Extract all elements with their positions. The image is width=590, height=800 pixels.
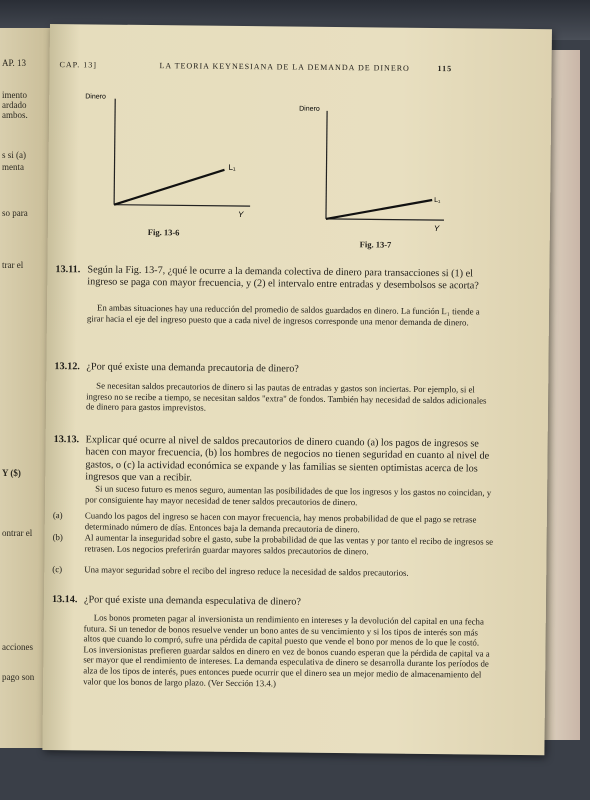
left-line: ambos. <box>2 110 28 120</box>
left-line: ontrar el <box>2 528 33 538</box>
problem-number: 13.13. <box>53 434 80 446</box>
curve-l1 <box>326 199 432 220</box>
left-line: s si (a) <box>2 150 26 160</box>
left-line: ardado <box>2 100 27 110</box>
left-line: imento <box>2 90 27 100</box>
x-axis <box>326 219 444 220</box>
figure-caption: Fig. 13-7 <box>359 239 392 250</box>
page-number: 115 <box>437 64 453 74</box>
problem-number: 13.12. <box>54 361 80 373</box>
left-line: pago son <box>2 672 35 682</box>
problem-answer: En ambas situaciones hay una reducción del promedio de saldos guardados en dinero. La función L₁ tiende a girar hacia el eje del ingreso puesto que a cada nivel de ingresos corresponde una menor demanda de dinero. <box>86 302 480 327</box>
figure-caption: Fig. 13-6 <box>147 227 180 238</box>
curve-label: L₁ <box>434 197 441 205</box>
problem-answer: Se necesitan saldos precautorios de dinero si las pautas de entradas y gastos son inciertas. Por ejemplo, si el ingreso no se recibe a tiempo, se necesitan saldos "extra" de fondos. También hay necesidad de saldos adicionales de dinero para gastos imprevistos. <box>85 380 487 413</box>
item-label: (b) <box>52 532 63 543</box>
figure-13-7 <box>294 103 456 255</box>
x-axis <box>114 205 250 206</box>
item-text: Una mayor seguridad sobre el recibo del ingreso reduce la necesidad de saldos precautorios. <box>84 564 409 578</box>
left-line: Y ($) <box>2 468 21 478</box>
left-line: AP. 13 <box>2 58 27 68</box>
problem-answer: Los bonos prometen pagar al inversionista un rendimiento en intereses y la devolución del capital en una fecha futura. Si un tenedor de bonos resuelve vender un bono antes de su vencimiento y si los tipos de interés son más altos que cuando lo compró, sufre una pérdida de capital puesto que vende el bono por menos de lo que le costó. Los inversionistas prefieren guardar saldos en dinero en vez de bonos cuando esperan que la pérdida de capital va a ser mayor que el rendimiento de intereses. La demanda especulativa de dinero se desarrolla durante los períodos de alza de los tipos de interés, pues entonces puede ocurrir que el dinero sea un mejor medio de almacenamiento del valor que los bonos de largo plazo. (Ver Sección 13.4.) <box>83 612 490 688</box>
x-axis-label: Y <box>433 224 440 234</box>
problem-question: Explicar qué ocurre al nivel de saldos precautorios de dinero cuando (a) los pagos de ingresos se hacen con mayor frecuencia, (b) los hombres de negocios no tienen seguridad en cuanto al nivel de gastos, o (c) la actividad económica se expande y las familias se sienten optimistas acerca de los ingresos que van a recibir. <box>85 434 490 484</box>
y-axis-label: Dinero <box>299 105 320 113</box>
item-label: (c) <box>52 564 63 575</box>
y-axis-label: Dinero <box>85 93 106 101</box>
problem-question: ¿Por qué existe una demanda especulativa de dinero? <box>83 594 301 608</box>
left-line: trar el <box>2 260 24 270</box>
running-title: LA TEORIA KEYNESIANA DE LA DEMANDA DE DINERO <box>159 61 410 73</box>
left-line: acciones <box>2 642 33 652</box>
chapter-ref: CAP. 13] <box>59 60 97 70</box>
left-line: so para <box>2 208 28 218</box>
y-axis <box>114 99 115 205</box>
left-line: menta <box>2 162 24 172</box>
problem-question: Según la Fig. 13-7, ¿qué le ocurre a la demanda colectiva de dinero para transacciones si (1) el ingreso se paga con mayor frecuencia, y (2) el intervalo entre entradas y desembolsos se acorta? <box>87 264 479 292</box>
problem-answer: Si un suceso futuro es menos seguro, aumentan las posibilidades de que los ingresos y los gastos no coincidan, y por consiguiente hay mayor necesidad de tener saldos precautorios de dinero. <box>84 483 492 507</box>
problem-number: 13.14. <box>51 594 78 606</box>
curve-label: L₁ <box>228 162 236 172</box>
problem-number: 13.11. <box>55 264 81 276</box>
problem-question: ¿Por qué existe una demanda precautoria de dinero? <box>86 361 299 375</box>
item-label: (a) <box>52 510 63 521</box>
item-text: Cuando los pagos del ingreso se hacen con mayor frecuencia, hay menos probabilidad de que el pago se retrase determinado número de días. Entonces baja la demanda precautoria de dinero. <box>84 510 477 534</box>
figure-13-6 <box>78 86 260 238</box>
book-page <box>42 24 552 755</box>
item-text: Al aumentar la inseguridad sobre el gasto, sube la probabilidad de que las ventas y por tanto el recibo de ingresos se retrasen. Los negocios preferirán guardar mayores saldos precautorios de dinero. <box>84 532 494 556</box>
curve-l1 <box>114 169 224 206</box>
x-axis-label: Y <box>237 209 244 220</box>
y-axis <box>326 111 327 219</box>
